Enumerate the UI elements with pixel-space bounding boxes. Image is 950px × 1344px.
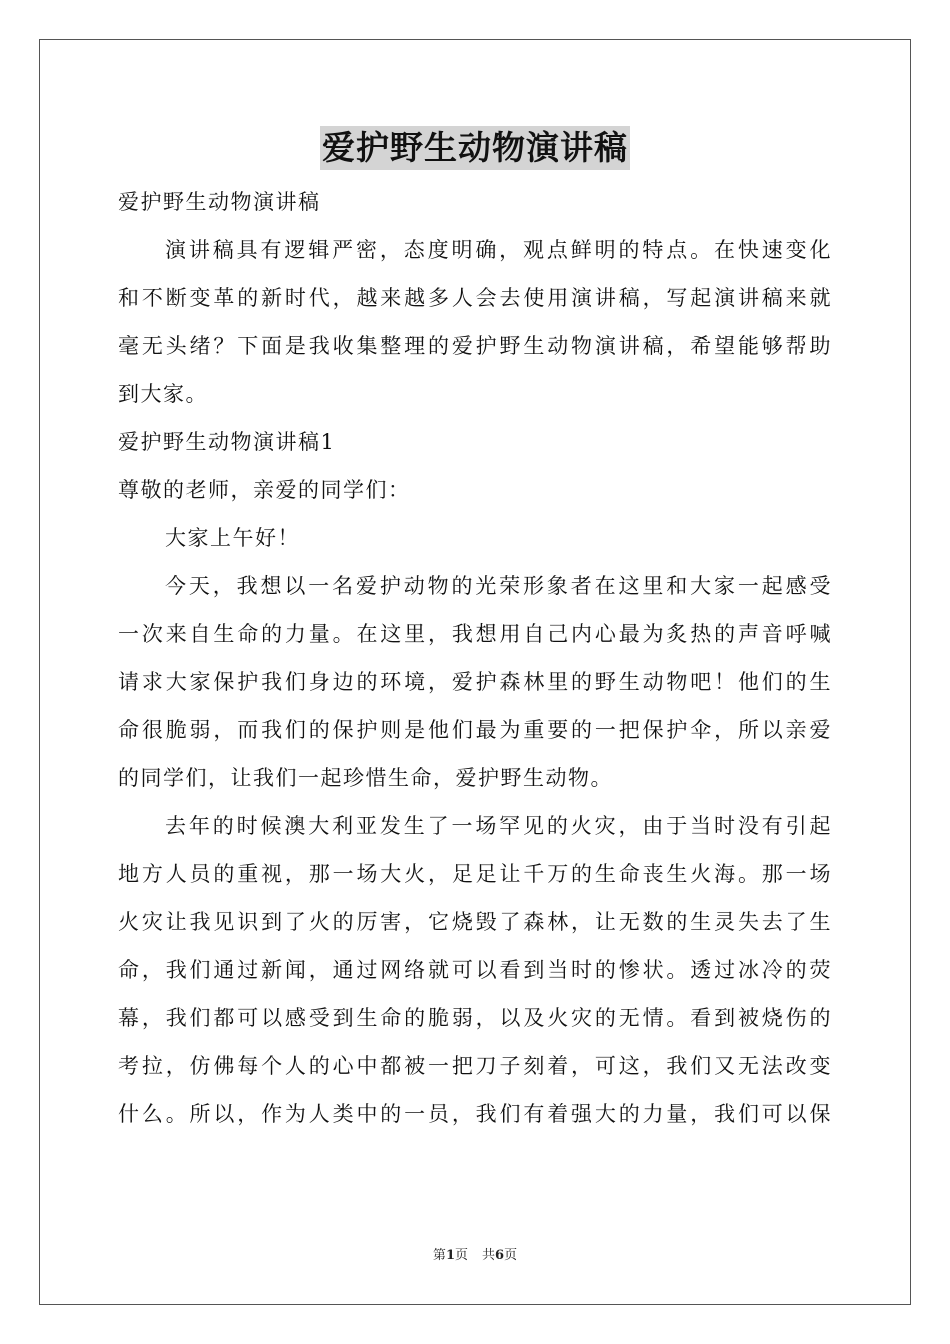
page-footer xyxy=(0,1246,950,1266)
text-line: 什么。所以，作为人类中的一员，我们有着强大的力量，我们可以保 xyxy=(118,1102,832,1126)
text-line: 爱护野生动物演讲稿1 xyxy=(118,430,336,454)
footer-page-suffix: 页 xyxy=(454,1248,468,1263)
text-line: 尊敬的老师，亲爱的同学们： xyxy=(118,478,411,502)
text-line: 请求大家保护我们身边的环境，爱护森林里的野生动物吧！他们的生 xyxy=(118,670,832,694)
footer-total-number: 6 xyxy=(495,1248,505,1263)
document-body xyxy=(118,178,832,1138)
document-title: 爱护野生动物演讲稿 xyxy=(320,126,630,170)
text-line: 演讲稿具有逻辑严密，态度明确，观点鲜明的特点。在快速变化 xyxy=(165,238,832,262)
text-line: 火灾让我见识到了火的厉害，它烧毁了森林，让无数的生灵失去了生 xyxy=(118,910,832,934)
text-line: 到大家。 xyxy=(118,382,208,406)
text-line: 毫无头绪？下面是我收集整理的爱护野生动物演讲稿，希望能够帮助 xyxy=(118,334,832,358)
text-line: 一次来自生命的力量。在这里，我想用自己内心最为炙热的声音呼喊 xyxy=(118,622,832,646)
footer-total-suffix: 页 xyxy=(504,1248,518,1263)
text-line: 和不断变革的新时代，越来越多人会去使用演讲稿，写起演讲稿来就 xyxy=(118,286,832,310)
text-line: 命很脆弱，而我们的保护则是他们最为重要的一把保护伞，所以亲爱 xyxy=(118,718,832,742)
text-line: 爱护野生动物演讲稿 xyxy=(118,190,321,214)
text-line: 命，我们通过新闻，通过网络就可以看到当时的惨状。透过冰冷的荧 xyxy=(118,958,832,982)
text-line: 地方人员的重视，那一场大火，足足让千万的生命丧生火海。那一场 xyxy=(118,862,832,886)
text-line: 考拉，仿佛每个人的心中都被一把刀子刻着，可这，我们又无法改变 xyxy=(118,1054,832,1078)
text-line: 大家上午好！ xyxy=(165,526,300,550)
footer-total-prefix: 共 xyxy=(482,1248,496,1263)
footer-page-prefix: 第 xyxy=(432,1248,446,1263)
title-container xyxy=(0,126,950,170)
text-line: 今天，我想以一名爱护动物的光荣形象者在这里和大家一起感受 xyxy=(165,574,832,598)
text-line: 的同学们，让我们一起珍惜生命，爱护野生动物。 xyxy=(118,766,613,790)
text-line: 去年的时候澳大利亚发生了一场罕见的火灾，由于当时没有引起 xyxy=(165,814,832,838)
footer-page-number: 1 xyxy=(445,1248,455,1263)
text-line: 幕，我们都可以感受到生命的脆弱，以及火灾的无情。看到被烧伤的 xyxy=(118,1006,832,1030)
